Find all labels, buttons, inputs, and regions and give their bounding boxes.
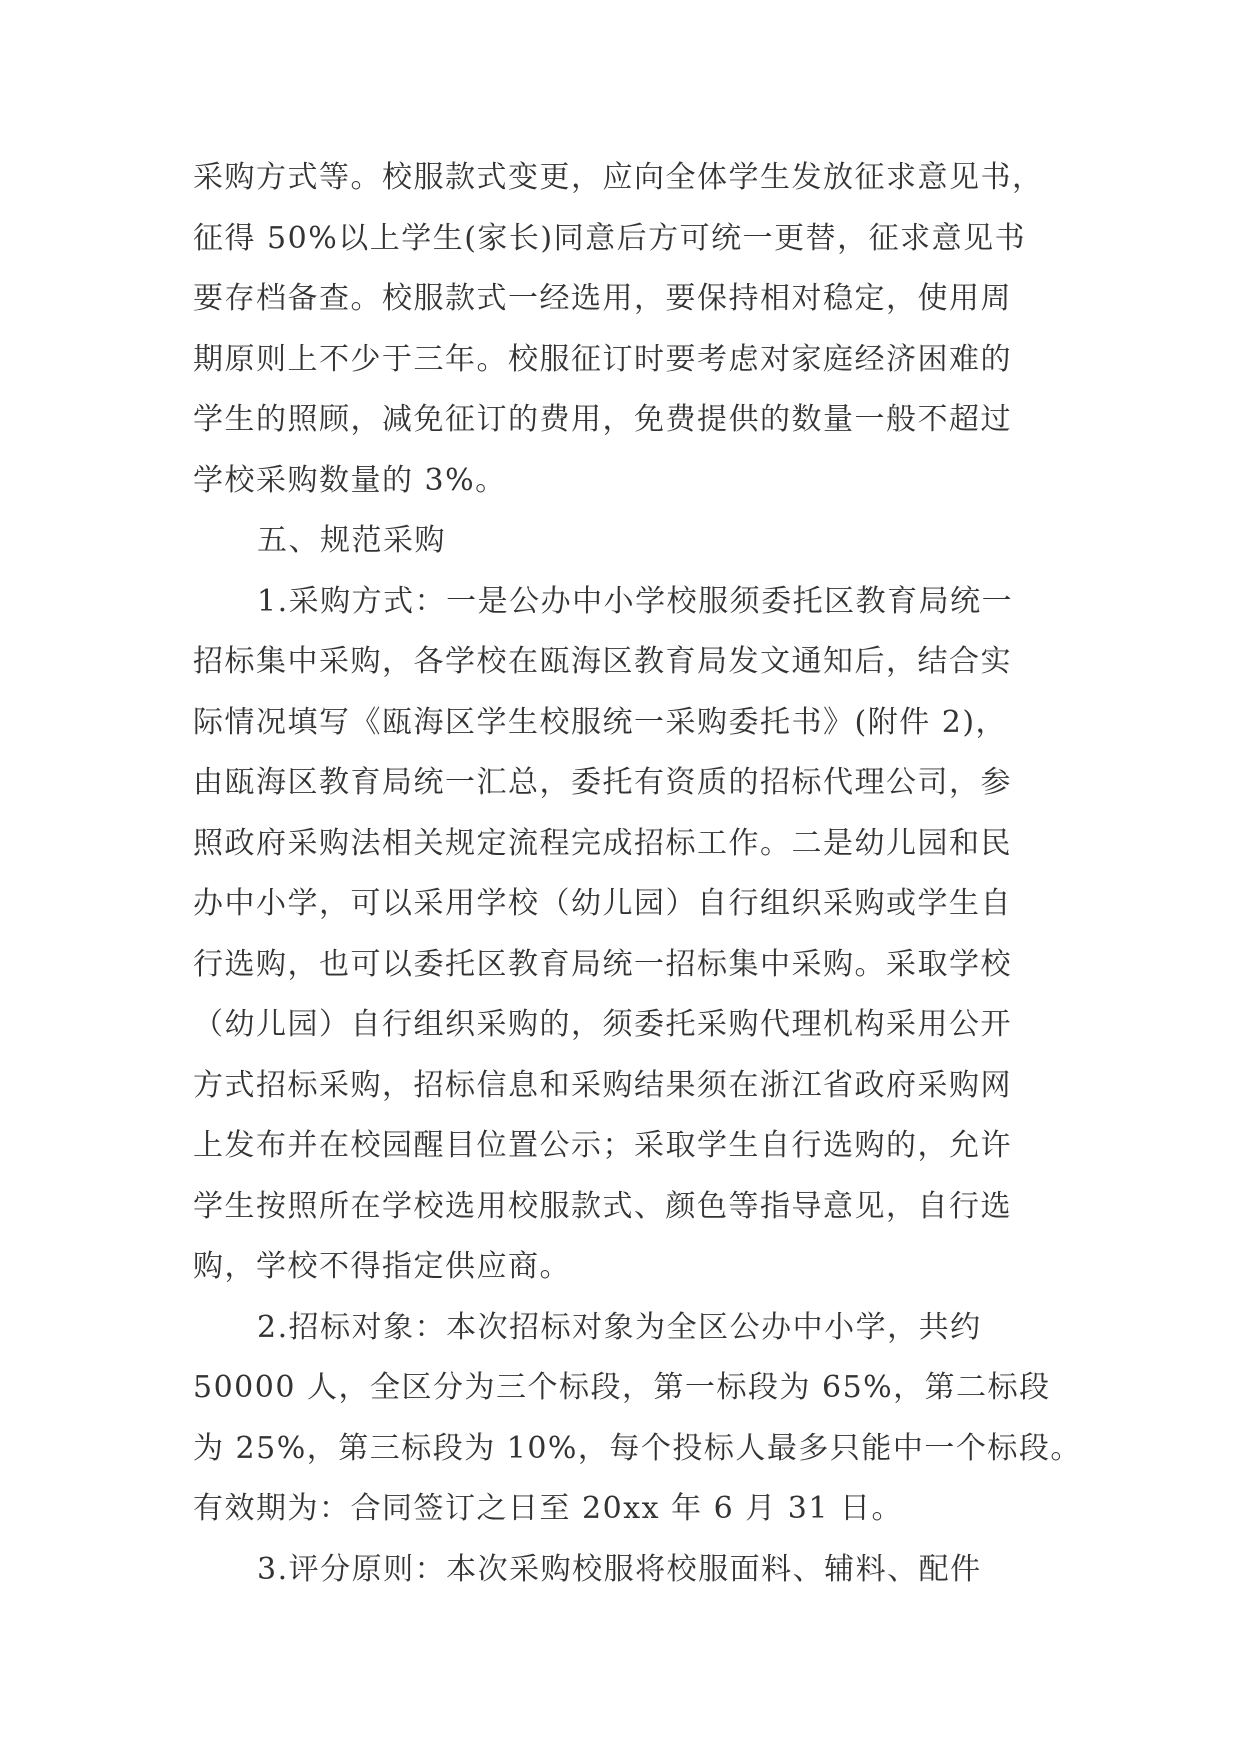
body-line: 行选购，也可以委托区教育局统一招标集中采购。采取学校 [193,946,1012,982]
body-line: 采购方式等。校服款式变更，应向全体学生发放征求意见书， [193,160,1044,195]
body-line: 有效期为：合同签订之日至 20xx 年 6 月 31 日。 [193,1491,903,1526]
body-line: 际情况填写《瓯海区学生校服统一采购委托书》(附件 2)， [193,704,1008,740]
body-line: 期原则上不少于三年。校服征订时要考虑对家庭经济困难的 [193,341,1012,377]
body-line: （幼儿园）自行组织采购的，须委托采购代理机构采用公开 [193,1007,1012,1042]
section-heading: 五、规范采购 [257,523,446,558]
paragraph-first-line: 1.采购方式：一是公办中小学校服须委托区教育局统一 [257,583,1014,619]
body-line: 为 25%，第三标段为 10%，每个投标人最多只能中一个标段。 [193,1430,1082,1466]
body-line: 要存档备查。校服款式一经选用，要保持相对稳定，使用周 [193,281,1012,316]
body-line: 学生按照所在学校选用校服款式、颜色等指导意见，自行选 [193,1188,1012,1224]
body-line: 学校采购数量的 3%。 [193,462,507,498]
body-line: 办中小学，可以采用学校（幼儿园）自行组织采购或学生自 [193,886,1012,921]
paragraph-first-line: 2.招标对象：本次招标对象为全区公办中小学，共约 [257,1309,982,1345]
body-line: 购，学校不得指定供应商。 [193,1249,571,1284]
body-line: 50000 人，全区分为三个标段，第一标段为 65%，第二标段 [193,1370,1051,1405]
body-line: 招标集中采购，各学校在瓯海区教育局发文通知后，结合实 [193,644,1012,679]
body-line: 照政府采购法相关规定流程完成招标工作。二是幼儿园和民 [193,825,1012,861]
body-line: 征得 50%以上学生(家长)同意后方可统一更替，征求意见书 [193,220,1027,256]
paragraph-first-line: 3.评分原则：本次采购校服将校服面料、辅料、配件 [257,1551,982,1587]
body-line: 上发布并在校园醒目位置公示；采取学生自行选购的，允许 [193,1128,1012,1163]
document-body [193,148,1082,1600]
body-line: 由瓯海区教育局统一汇总，委托有资质的招标代理公司，参 [193,765,1012,800]
body-line: 方式招标采购，招标信息和采购结果须在浙江省政府采购网 [193,1067,1012,1103]
body-line: 学生的照顾，减免征订的费用，免费提供的数量一般不超过 [193,402,1012,437]
